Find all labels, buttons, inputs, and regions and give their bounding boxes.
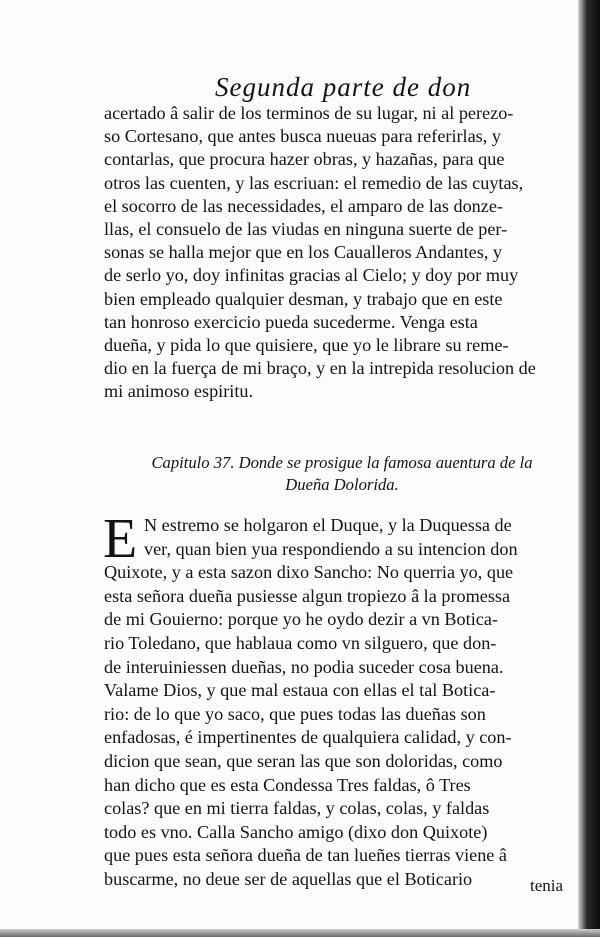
page-bottom-edge: [0, 929, 600, 937]
text-line: contarlas, que procura hazer obras, y hazañas, para que: [104, 149, 505, 170]
text-line: N estremo se holgaron el Duque, y la Duquessa de: [144, 515, 512, 535]
text-line: bien empleado qualquier desman, y trabajo que en este: [104, 288, 503, 309]
page-edge-shadow: [578, 0, 600, 937]
text-line: colas? que en mi tierra faldas, y colas, colas, y faldas: [104, 798, 490, 819]
text-line: de interuiniessen dueñas, no podia suceder cosa buena.: [104, 656, 504, 677]
text-line: rio Toledano, que hablaua como vn silguero, que don-: [104, 632, 497, 653]
chapter-heading-line: Capitulo 37. Donde se prosigue la famosa auentura de la: [151, 453, 533, 472]
catchword: tenia: [530, 876, 564, 895]
text-line: enfadosas, é impertinentes de qualquiera calidad, y con-: [104, 727, 512, 748]
text-line: de mi Gouierno: porque yo he oydo dezir a vn Botica-: [104, 609, 498, 630]
text-line: otros las cuenten, y las escriuan: el remedio de las cuytas,: [104, 172, 524, 193]
chapter-heading-line: Dueña Dolorida.: [285, 475, 399, 494]
text-line: han dicho que es esta Condessa Tres faldas, ô Tres: [104, 774, 471, 795]
text-line: que pues esta señora dueña de tan lueñes tierras viene â: [104, 845, 507, 866]
paragraph-2: [103, 508, 580, 892]
text-line: todo es vno. Calla Sancho amigo (dixo don Quixote): [104, 821, 488, 842]
text-line: de serlo yo, doy infinitas gracias al Cielo; y doy por muy: [104, 265, 519, 286]
text-line: tan honroso exercicio pueda sucederme. Venga esta: [104, 311, 478, 332]
text-line: dicion que sean, que seran las que son doloridas, como: [104, 750, 503, 771]
text-line: el socorro de las necessidades, el amparo de las donze-: [104, 195, 503, 216]
text-line: dio en la fuerça de mi braço, y en la intrepida resolucion de: [104, 358, 536, 379]
chapter-heading: [104, 452, 580, 496]
paragraph-1: [104, 102, 580, 404]
text-line: buscarme, no deue ser de aquellas que el Boticario: [104, 868, 473, 889]
text-line: mi animoso espiritu.: [104, 381, 254, 402]
text-line: ver, quan bien yua respondiendo a su intencion don: [144, 538, 518, 559]
text-line: llas, el consuelo de las viudas en ninguna suerte de per-: [104, 219, 508, 240]
text-line: esta señora dueña pusiesse algun tropiezo â la promessa: [104, 585, 511, 606]
text-line: so Cortesano, que antes busca nueuas para referirlas, y: [104, 126, 501, 147]
text-line: Valame Dios, y que mal estaua con ellas el tal Botica-: [104, 680, 496, 701]
text-line: dueña, y pida lo que quisiere, que yo le librare su reme-: [104, 335, 509, 356]
text-line: sonas se halla mejor que en los Caualleros Andantes, y: [104, 242, 503, 263]
text-line: Quixote, y a esta sazon dixo Sancho: No querria yo, que: [104, 562, 514, 583]
text-line: acertado â salir de los terminos de su lugar, ni al perezo-: [104, 103, 514, 123]
running-head: Segunda parte de don: [215, 72, 472, 102]
drop-cap: E: [103, 508, 138, 570]
text-line: rio: de lo que yo saco, que pues todas las dueñas son: [104, 703, 486, 724]
